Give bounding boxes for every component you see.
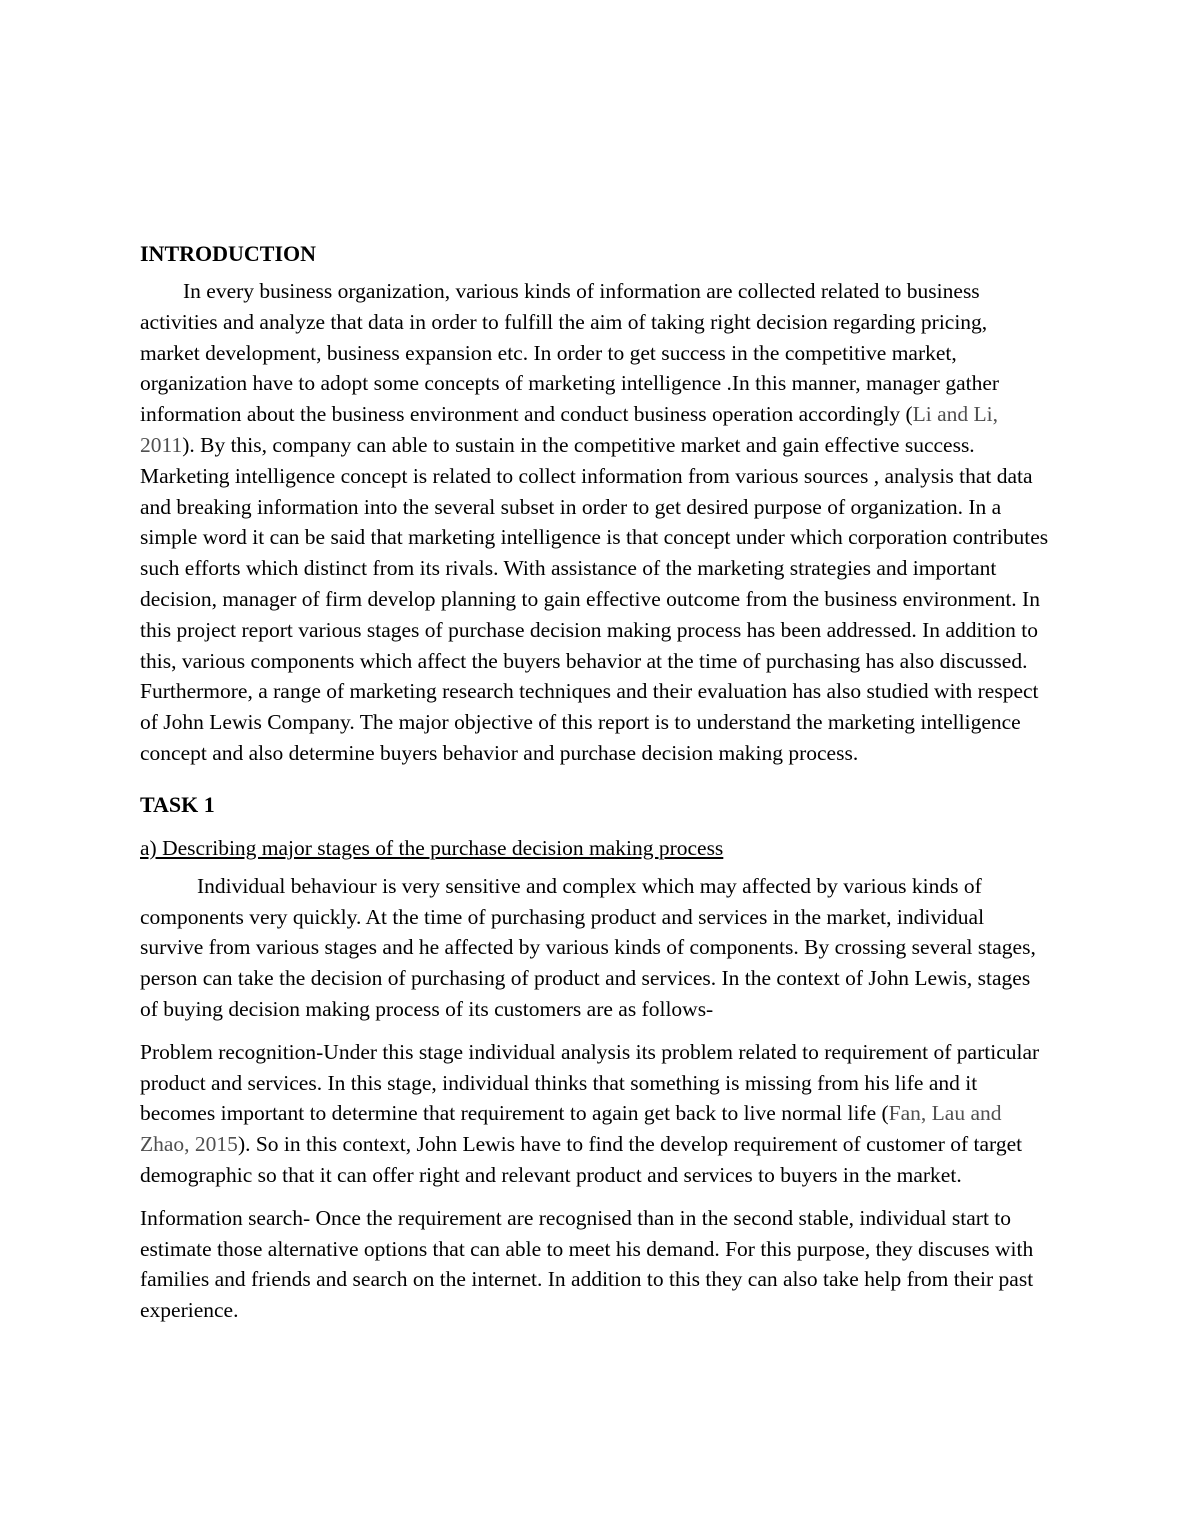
- problem-recognition-paragraph: [140, 1037, 1050, 1191]
- task1-heading: TASK 1: [140, 791, 215, 817]
- intro-citation: Li and Li, 2011: [140, 402, 999, 457]
- task1-subheading: a) Describing major stages of the purchase decision making process: [140, 835, 724, 860]
- problem-recognition-text-2: ). So in this context, John Lewis have to find the develop requirement of customer of target demographic so that it can offer right and relevant product and services to buyers in the market.: [140, 1132, 1023, 1187]
- information-search-paragraph: Information search- Once the requirement are recognised than in the second stable, individual start to estimate those alternative options that can able to meet his demand. For this purpose, they discuses with families and friends and search on the internet. In addition to this they can also take help from their past experience.: [140, 1205, 1034, 1323]
- intro-text-part-2: ). By this, company can able to sustain in the competitive market and gain effective success. Marketing intelligence concept is related to collect information from various sources , analysis that data and breaking information into the several subset in order to get desired purpose of organization. In a simple word it can be said that marketing intelligence is that concept under which corporation contributes such efforts which distinct from its rivals. With assistance of the marketing strategies and important decision, manager of firm develop planning to gain effective outcome from the business environment. In this project report various stages of purchase decision making process has been addressed. In addition to this, various components which affect the buyers behavior at the time of purchasing has also discussed. Furthermore, a range of marketing research techniques and their evaluation has also studied with respect of John Lewis Company. The major objective of this report is to understand the marketing intelligence concept and also determine buyers behavior and purchase decision making process.: [140, 432, 1049, 765]
- problem-recognition-citation: Fan, Lau and Zhao, 2015: [140, 1101, 1002, 1157]
- introduction-paragraph: [140, 276, 1050, 769]
- task1-paragraph-1: Individual behaviour is very sensitive and complex which may affected by various kinds of components very quickly. At the time of purchasing product and services in the market, individual survive from various stages and he affected by various kinds of components. By crossing several stages, person can take the decision of purchasing of product and services. In the context of John Lewis, stages of buying decision making process of its customers are as follows-: [140, 873, 1036, 1021]
- introduction-heading: INTRODUCTION: [140, 241, 317, 266]
- intro-text-part-1: In every business organization, various kinds of information are collected related to business activities and analyze that data in order to fulfill the aim of taking right decision regarding pricing, market development, business expansion etc. In order to get success in the competitive market, organization have to adopt some concepts of marketing intelligence .In this manner, manager gather information about the business environment and conduct business operation accordingly (: [140, 279, 1000, 427]
- problem-recognition-text-1: Problem recognition-Under this stage individual analysis its problem related to requirement of particular product and services. In this stage, individual thinks that something is missing from his life and it becomes important to determine that requirement to again get back to live normal life (: [140, 1039, 1040, 1126]
- document-page: [140, 238, 1050, 1326]
